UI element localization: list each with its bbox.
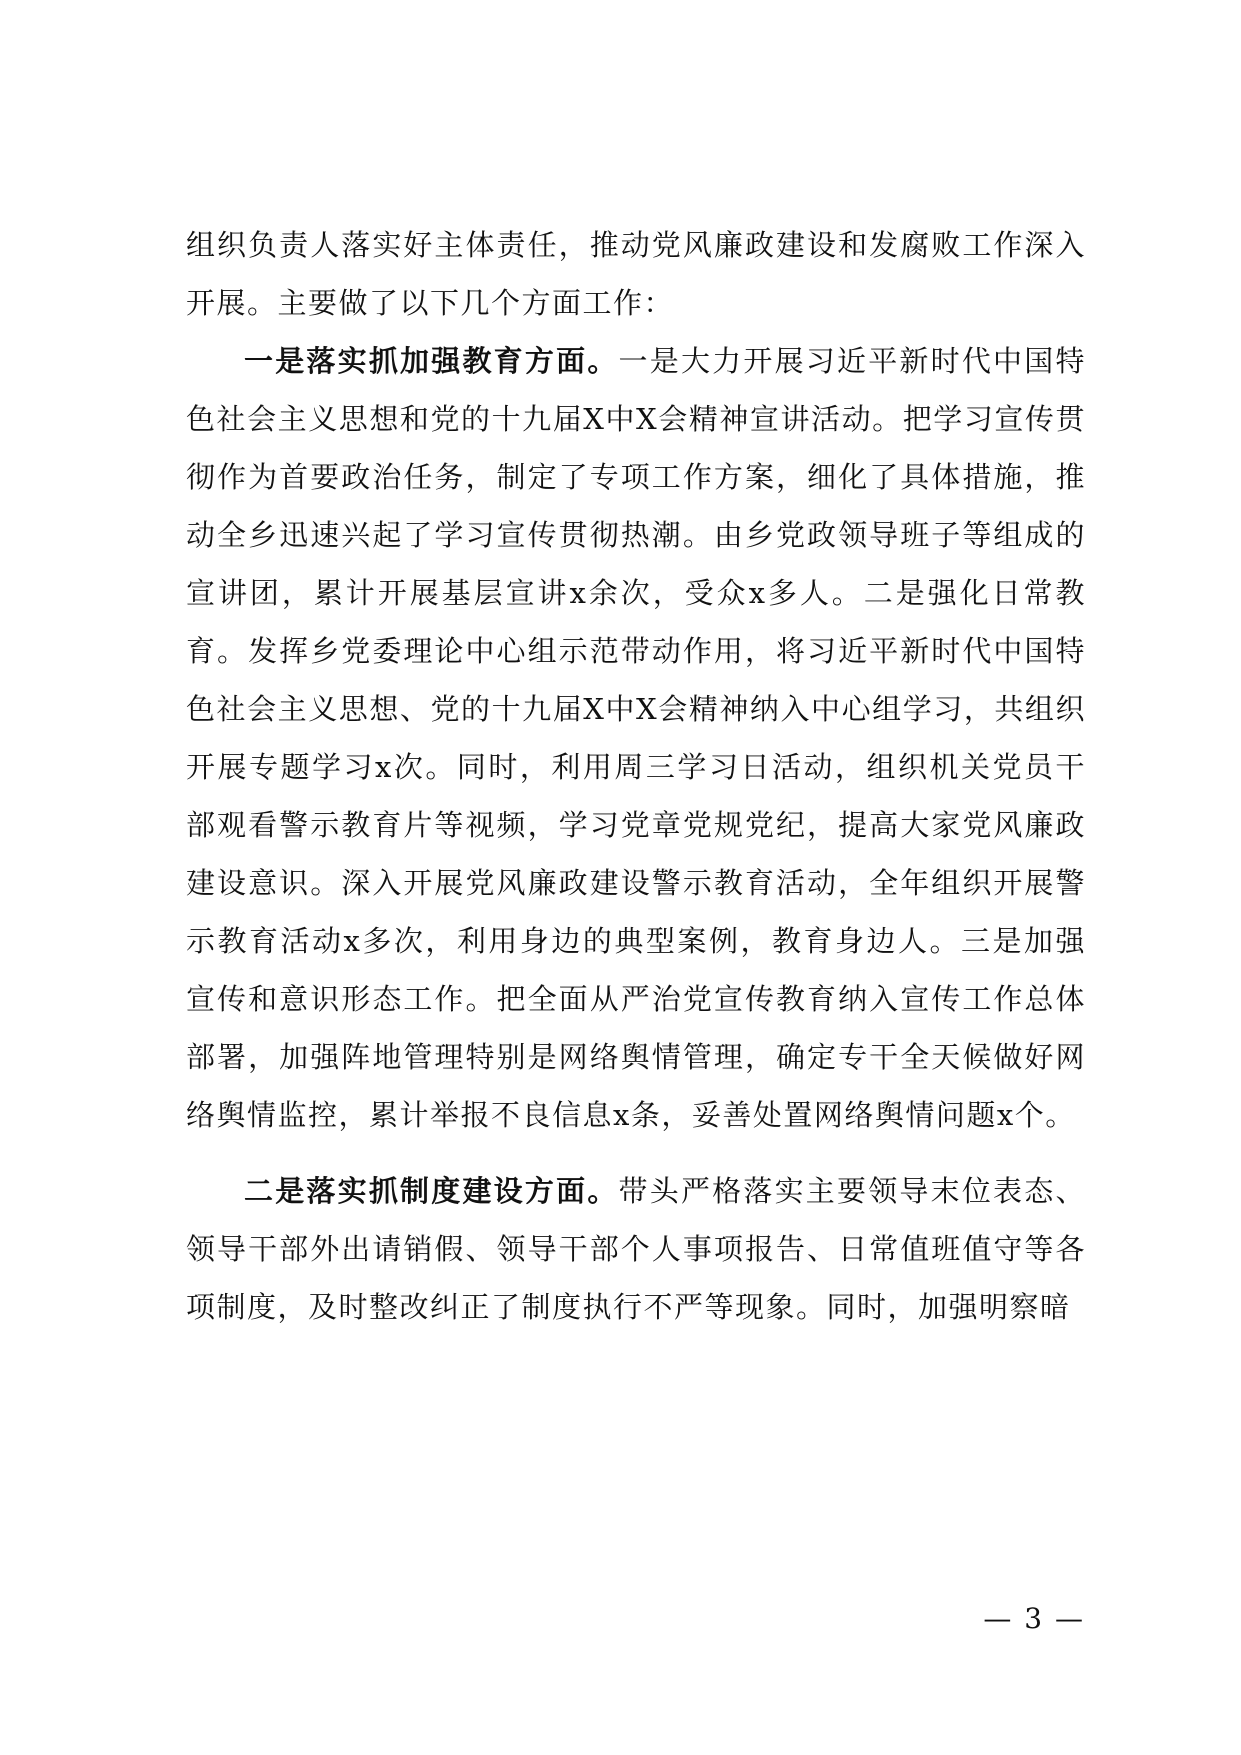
paragraph-intro (186, 216, 1086, 332)
paragraph-system-building (186, 1162, 1086, 1336)
paragraph-education (186, 332, 1086, 1144)
paragraph-education-lead: 一是落实抓加强教育方面。 (244, 344, 619, 378)
document-body (186, 216, 1086, 1336)
paragraph-education-text: 一是大力开展习近平新时代中国特色社会主义思想和党的十九届X中X会精神宣讲活动。把学习宣传贯彻作为首要政治任务，制定了专项工作方案，细化了具体措施，推动全乡迅速兴起了学习宣传贯彻热潮。由乡党政领导班子等组成的宣讲团，累计开展基层宣讲x余次，受众x多人。二是强化日常教育。发挥乡党委理论中心组示范带动作用，将习近平新时代中国特色社会主义思想、党的十九届X中X会精神纳入中心组学习，共组织开展专题学习x次。同时，利用周三学习日活动，组织机关党员干部观看警示教育片等视频，学习党章党规党纪，提高大家党风廉政建设意识。深入开展党风廉政建设警示教育活动，全年组织开展警示教育活动x多次，利用身边的典型案例，教育身边人。三是加强宣传和意识形态工作。把全面从严治党宣传教育纳入宣传工作总体部署，加强阵地管理特别是网络舆情管理，确定专干全天候做好网络舆情监控，累计举报不良信息x条，妥善处置网络舆情问题x个。 (186, 344, 1086, 1132)
page-number: — 3 — (983, 1602, 1085, 1635)
paragraph-system-building-text: 带头严格落实主要领导末位表态、领导干部外出请销假、领导干部个人事项报告、日常值班值守等各项制度，及时整改纠正了制度执行不严等现象。同时，加强明察暗 (186, 1174, 1086, 1324)
paragraph-intro-text: 组织负责人落实好主体责任，推动党风廉政建设和发腐败工作深入开展。主要做了以下几个方面工作： (186, 228, 1086, 320)
paragraph-system-building-lead: 二是落实抓制度建设方面。 (244, 1174, 619, 1208)
